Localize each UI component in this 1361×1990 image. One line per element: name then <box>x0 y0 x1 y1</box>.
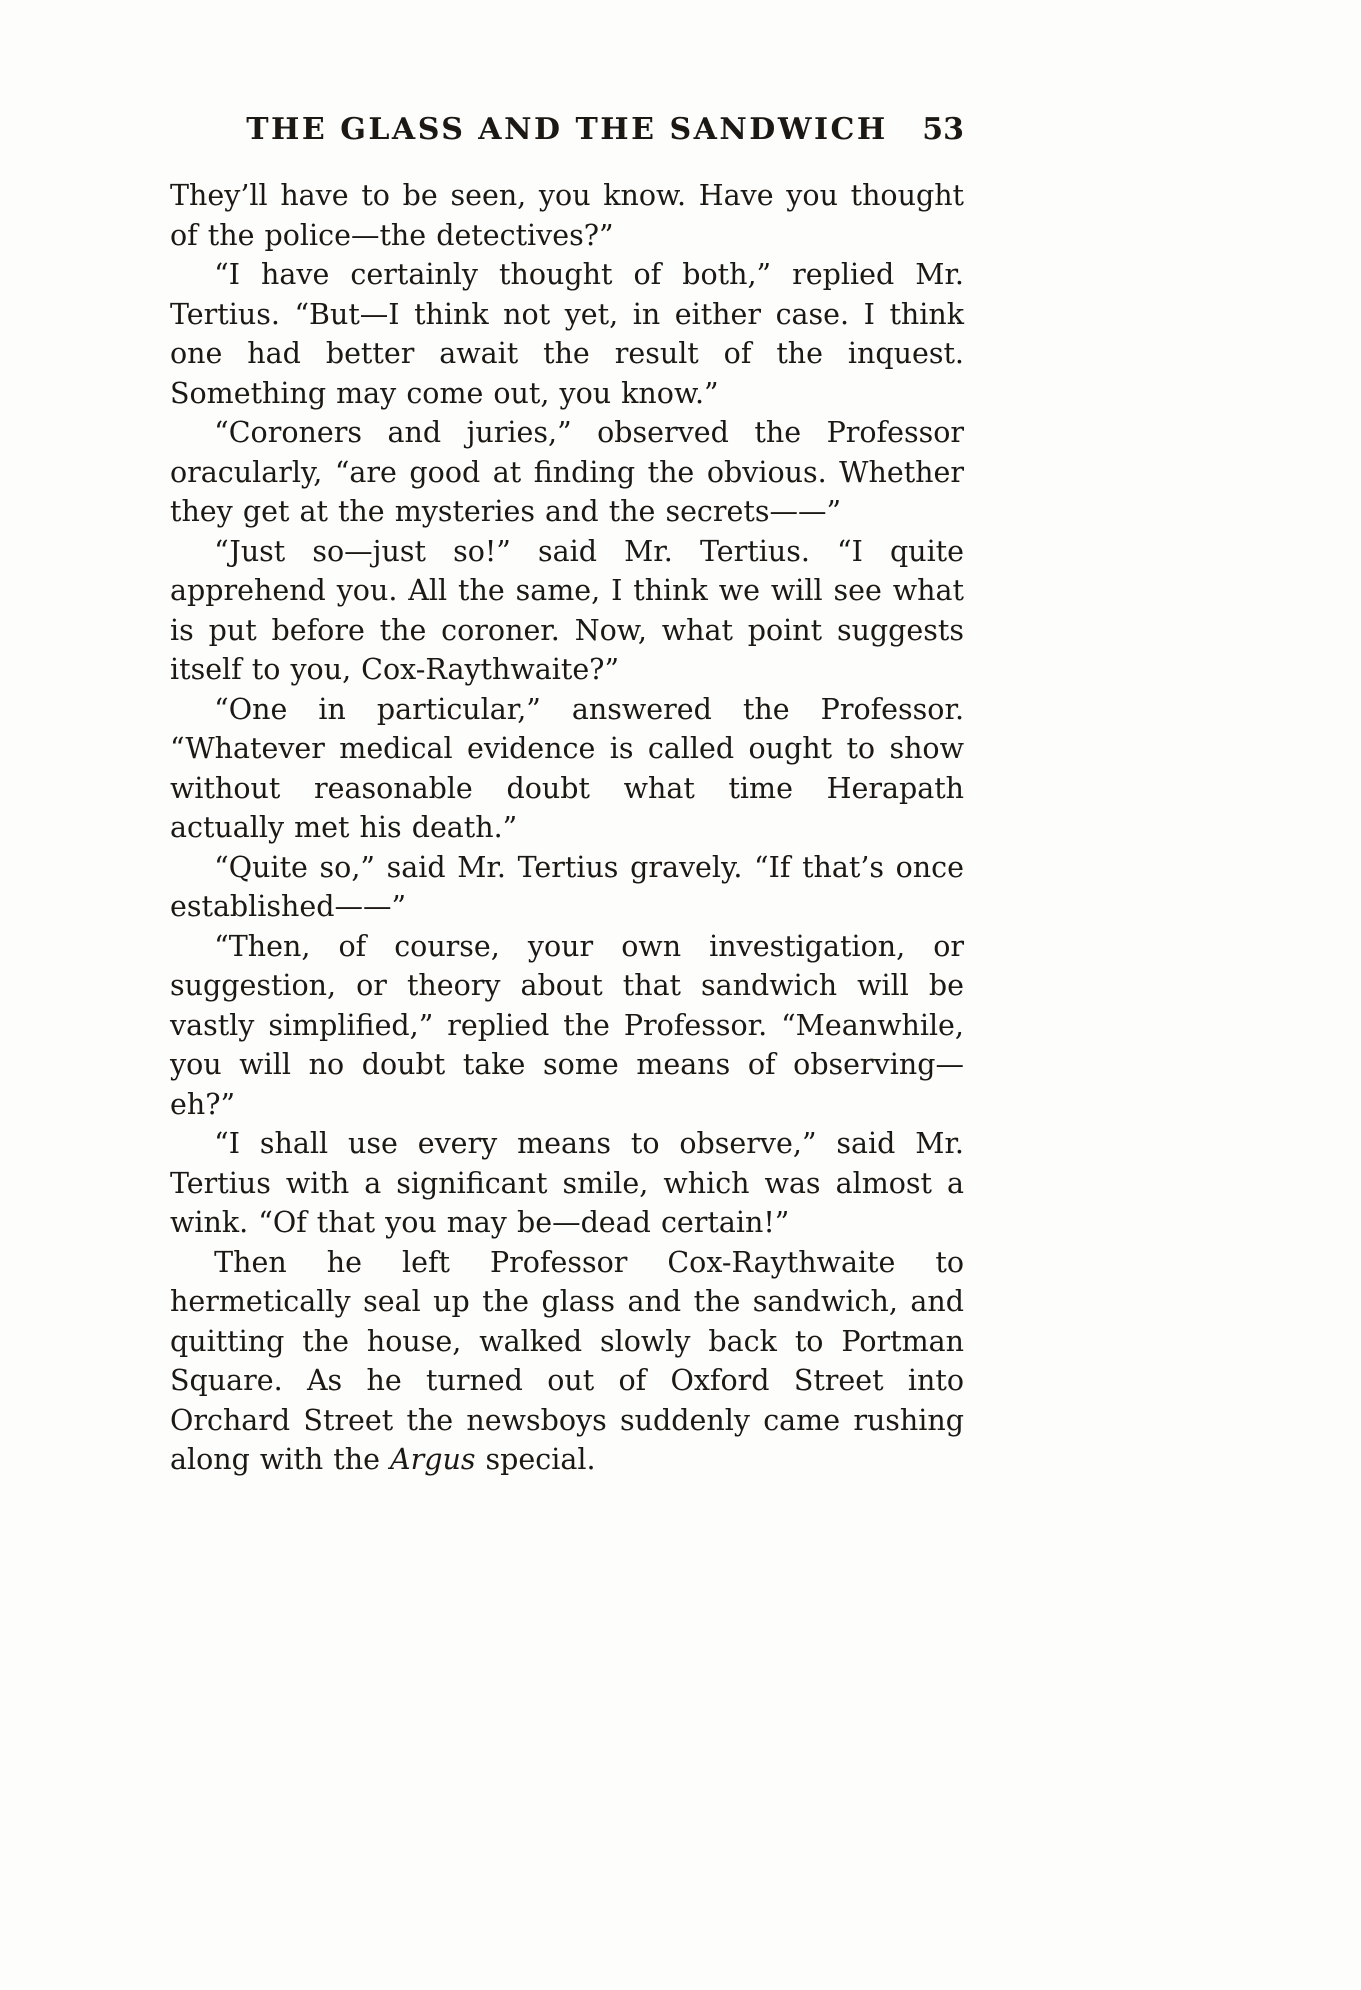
paragraph: “I have certainly thought of both,” replied Mr. Tertius. “But—I think not yet, in either case. I think one had better await the result of the inquest. Something may come out, you know.” <box>170 258 964 410</box>
paragraph: “Coroners and juries,” observed the Professor oracularly, “are good at finding the obvious. Whether they get at the mysteries and the secrets——” <box>170 416 964 528</box>
paragraph: They’ll have to be seen, you know. Have you thought of the police—the detectives?” <box>170 179 964 252</box>
page-number: 53 <box>922 112 964 147</box>
paragraph: “Then, of course, your own investigation, or suggestion, or theory about that sandwich will be vastly simplified,” replied the Professor. “Meanwhile, you will no doubt take some means of observing—eh?” <box>170 929 964 1121</box>
paragraph: “Just so—just so!” said Mr. Tertius. “I quite apprehend you. All the same, I think we will see what is put before the coroner. Now, what point suggests itself to you, Cox-Raythwaite?” <box>170 534 964 686</box>
paragraph-text: special. <box>475 1443 596 1476</box>
italic-book-title: Argus <box>390 1443 476 1476</box>
paragraph <box>170 1243 964 1480</box>
text-column <box>170 112 964 1480</box>
page-header <box>170 112 964 156</box>
paragraph-text: Then he left Professor Cox-Raythwaite to hermetically seal up the glass and the sandwich, and quitting the house, walked slowly back to Portman Square. As he turned out of Oxford Street into Orchard Street the newsboys suddenly came rushing along with the <box>170 1245 964 1476</box>
paragraph: “Quite so,” said Mr. Tertius gravely. “If that’s once established——” <box>170 850 964 923</box>
running-title: THE GLASS AND THE SANDWICH <box>246 112 888 147</box>
paragraph: “One in particular,” answered the Professor. “Whatever medical evidence is called ought to show without reasonable doubt what time Herapath actually met his death.” <box>170 692 964 844</box>
paragraph: “I shall use every means to observe,” said Mr. Tertius with a significant smile, which was almost a wink. “Of that you may be—dead certain!” <box>170 1127 964 1239</box>
body-text <box>170 176 964 1480</box>
